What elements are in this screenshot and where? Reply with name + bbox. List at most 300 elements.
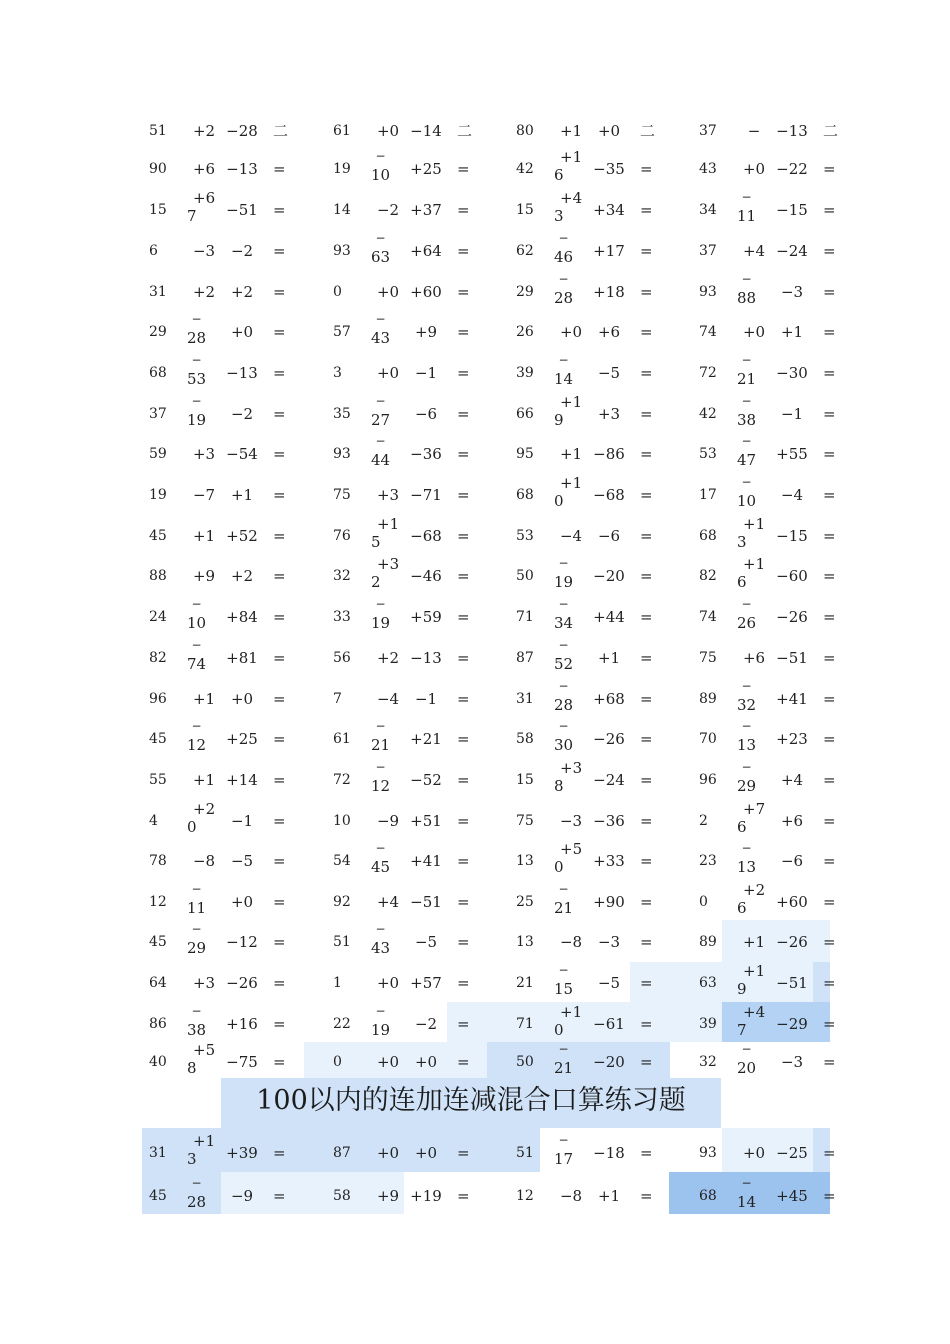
operand-1: +1 9 — [554, 393, 583, 429]
start-number: 51 — [516, 1145, 534, 1161]
operand-1: +0 — [559, 323, 583, 341]
operand-1: +1 3 — [737, 515, 766, 551]
operand-2: +51 — [410, 812, 442, 830]
operand-1: − 21 — [737, 353, 757, 388]
operand-2: +0 — [230, 893, 254, 911]
equals-sign: = — [640, 690, 653, 708]
equals-sign: = — [457, 974, 470, 992]
start-number: 64 — [149, 975, 167, 991]
start-number: 68 — [149, 365, 167, 381]
equals-sign: = — [640, 527, 653, 545]
equals-sign: = — [640, 201, 653, 219]
start-number: 24 — [149, 609, 167, 625]
operand-2: +1 — [597, 1187, 621, 1205]
start-number: 34 — [699, 202, 717, 218]
equals-sign: = — [457, 893, 470, 911]
operand-2: −14 — [410, 122, 442, 140]
equals-sign: = — [457, 1053, 470, 1071]
equals-sign: = — [823, 283, 836, 301]
operand-1: − 53 — [187, 353, 207, 388]
operand-2: +19 — [410, 1187, 442, 1205]
operand-1: +0 — [742, 323, 766, 341]
operand-1: − 19 — [187, 394, 207, 429]
operand-2: −51 — [776, 974, 808, 992]
start-number: 75 — [516, 813, 534, 829]
operand-2: +0 — [414, 1053, 438, 1071]
operand-1: +1 6 — [554, 148, 583, 184]
operand-2: −6 — [414, 405, 438, 423]
equals-sign: = — [457, 364, 470, 382]
operand-1: +3 2 — [371, 555, 400, 591]
start-number: 87 — [516, 650, 534, 666]
start-number: 68 — [699, 528, 717, 544]
start-number: 50 — [516, 568, 534, 584]
start-number: 45 — [149, 528, 167, 544]
operand-2: +52 — [226, 527, 258, 545]
operand-2: −3 — [597, 933, 621, 951]
start-number: 56 — [333, 650, 351, 666]
operand-2: −13 — [226, 160, 258, 178]
operand-1: − 43 — [371, 922, 391, 957]
start-number: 53 — [516, 528, 534, 544]
start-number: 37 — [699, 123, 717, 139]
equals-sign: = — [457, 730, 470, 748]
equals-sign: = — [640, 1015, 653, 1033]
start-number: 1 — [333, 975, 342, 991]
start-number: 42 — [699, 406, 717, 422]
equals-sign: = — [273, 933, 286, 951]
equals-sign: = — [823, 527, 836, 545]
operand-2: −18 — [593, 1144, 625, 1162]
operand-1: +1 3 — [187, 1132, 216, 1168]
equals-sign: = — [273, 283, 286, 301]
start-number: 82 — [699, 568, 717, 584]
equals-sign: = — [823, 445, 836, 463]
operand-2: +1 — [780, 323, 804, 341]
start-number: 26 — [516, 324, 534, 340]
start-number: 53 — [699, 446, 717, 462]
operand-2: −3 — [780, 283, 804, 301]
equals-sign: = — [457, 649, 470, 667]
operand-2: +39 — [226, 1144, 258, 1162]
operand-2: −75 — [226, 1053, 258, 1071]
start-number: 45 — [149, 934, 167, 950]
equals-sign: = — [273, 1144, 286, 1162]
equals-sign: = — [457, 771, 470, 789]
operand-1: −3 — [559, 812, 583, 830]
start-number: 96 — [149, 691, 167, 707]
equals-sign: = — [273, 445, 286, 463]
equals-sign: = — [640, 405, 653, 423]
operand-2: −13 — [226, 364, 258, 382]
operand-1: +6 — [742, 649, 766, 667]
equals-sign: = — [640, 812, 653, 830]
start-number: 62 — [516, 243, 534, 259]
operand-2: −5 — [597, 364, 621, 382]
start-number: 70 — [699, 731, 717, 747]
equals-sign: = — [457, 486, 470, 504]
operand-1: − 21 — [554, 1042, 574, 1077]
start-number: 74 — [699, 609, 717, 625]
equals-sign: = — [823, 242, 836, 260]
equals-sign: = — [273, 1053, 286, 1071]
start-number: 59 — [149, 446, 167, 462]
start-number: 93 — [699, 1145, 717, 1161]
operand-1: − 15 — [554, 963, 574, 998]
operand-2: −24 — [593, 771, 625, 789]
operand-1: − 17 — [554, 1133, 574, 1168]
operand-2: +60 — [776, 893, 808, 911]
operand-2: −26 — [776, 933, 808, 951]
start-number: 29 — [516, 284, 534, 300]
operand-2: +37 — [410, 201, 442, 219]
equals-sign: = — [823, 1187, 836, 1205]
start-number: 14 — [333, 202, 351, 218]
operand-1: − 13 — [737, 719, 757, 754]
operand-1: −9 — [376, 812, 400, 830]
operand-1: − 21 — [554, 882, 574, 917]
worksheet-title: 100以内的连加连减混合口算练习题 — [221, 1078, 721, 1128]
equals-sign: = — [640, 730, 653, 748]
equals-sign: 二 — [640, 122, 656, 140]
equals-sign: = — [640, 567, 653, 585]
start-number: 17 — [699, 487, 717, 503]
operand-1: +3 — [192, 445, 216, 463]
operand-2: −29 — [776, 1015, 808, 1033]
operand-1: +5 0 — [554, 840, 583, 876]
operand-1: −4 — [559, 527, 583, 545]
operand-2: +60 — [410, 283, 442, 301]
operand-2: +16 — [226, 1015, 258, 1033]
operand-2: +0 — [230, 323, 254, 341]
start-number: 74 — [699, 324, 717, 340]
operand-2: +0 — [414, 1144, 438, 1162]
equals-sign: = — [640, 445, 653, 463]
operand-1: +6 — [192, 160, 216, 178]
operand-2: −13 — [776, 122, 808, 140]
equals-sign: = — [823, 649, 836, 667]
operand-2: −1 — [780, 405, 804, 423]
operand-1: +0 — [376, 122, 400, 140]
start-number: 50 — [516, 1054, 534, 1070]
operand-1: − 14 — [737, 1176, 757, 1211]
equals-sign: = — [457, 1144, 470, 1162]
start-number: 51 — [149, 123, 167, 139]
operand-2: −4 — [780, 486, 804, 504]
equals-sign: = — [273, 201, 286, 219]
equals-sign: = — [273, 1187, 286, 1205]
operand-1: +5 8 — [187, 1041, 216, 1077]
equals-sign: = — [273, 405, 286, 423]
start-number: 25 — [516, 894, 534, 910]
start-number: 7 — [333, 691, 342, 707]
start-number: 37 — [699, 243, 717, 259]
operand-1: − 27 — [371, 394, 391, 429]
equals-sign: 二 — [823, 122, 839, 140]
start-number: 71 — [516, 609, 534, 625]
equals-sign: = — [640, 323, 653, 341]
operand-2: −22 — [776, 160, 808, 178]
equals-sign: = — [273, 486, 286, 504]
start-number: 31 — [149, 1145, 167, 1161]
equals-sign: = — [273, 690, 286, 708]
operand-2: +3 — [597, 405, 621, 423]
start-number: 23 — [699, 853, 717, 869]
start-number: 80 — [516, 123, 534, 139]
operand-1: −3 — [192, 242, 216, 260]
start-number: 6 — [149, 243, 158, 259]
equals-sign: = — [640, 893, 653, 911]
equals-sign: = — [640, 974, 653, 992]
start-number: 93 — [333, 446, 351, 462]
equals-sign: = — [457, 445, 470, 463]
start-number: 72 — [699, 365, 717, 381]
operand-2: −1 — [414, 364, 438, 382]
operand-1: − 20 — [737, 1042, 757, 1077]
start-number: 68 — [699, 1188, 717, 1204]
equals-sign: = — [823, 893, 836, 911]
operand-1: +4 — [376, 893, 400, 911]
operand-2: +25 — [226, 730, 258, 748]
operand-2: +0 — [230, 690, 254, 708]
operand-2: +21 — [410, 730, 442, 748]
operand-1: +0 — [376, 364, 400, 382]
start-number: 72 — [333, 772, 351, 788]
operand-2: +81 — [226, 649, 258, 667]
equals-sign: = — [273, 567, 286, 585]
start-number: 19 — [333, 161, 351, 177]
operand-1: − 45 — [371, 841, 391, 876]
start-number: 95 — [516, 446, 534, 462]
operand-2: −30 — [776, 364, 808, 382]
start-number: 58 — [516, 731, 534, 747]
operand-1: −4 — [376, 690, 400, 708]
equals-sign: = — [273, 649, 286, 667]
operand-1: − 26 — [737, 597, 757, 632]
equals-sign: = — [823, 690, 836, 708]
equals-sign: = — [273, 608, 286, 626]
operand-2: −68 — [593, 486, 625, 504]
operand-1: − 28 — [187, 312, 207, 347]
operand-2: −26 — [776, 608, 808, 626]
equals-sign: = — [457, 323, 470, 341]
operand-2: +34 — [593, 201, 625, 219]
operand-1: − 10 — [737, 475, 757, 510]
start-number: 31 — [516, 691, 534, 707]
operand-1: − 38 — [737, 394, 757, 429]
operand-2: −54 — [226, 445, 258, 463]
operand-2: −5 — [414, 933, 438, 951]
operand-2: +6 — [780, 812, 804, 830]
equals-sign: = — [273, 812, 286, 830]
equals-sign: = — [273, 852, 286, 870]
start-number: 15 — [149, 202, 167, 218]
start-number: 10 — [333, 813, 351, 829]
equals-sign: = — [457, 405, 470, 423]
operand-2: −3 — [780, 1053, 804, 1071]
operand-1: +1 — [192, 527, 216, 545]
operand-1: − 30 — [554, 719, 574, 754]
operand-1: − — [747, 122, 761, 140]
start-number: 58 — [333, 1188, 351, 1204]
operand-1: +9 — [192, 567, 216, 585]
operand-1: +0 — [742, 160, 766, 178]
operand-1: − 13 — [737, 841, 757, 876]
equals-sign: = — [457, 242, 470, 260]
operand-1: +0 — [376, 1144, 400, 1162]
equals-sign: = — [640, 771, 653, 789]
operand-2: −86 — [593, 445, 625, 463]
operand-2: +17 — [593, 242, 625, 260]
equals-sign: = — [823, 201, 836, 219]
operand-2: +2 — [230, 567, 254, 585]
operand-1: − 19 — [371, 597, 391, 632]
equals-sign: = — [823, 730, 836, 748]
equals-sign: = — [823, 486, 836, 504]
start-number: 87 — [333, 1145, 351, 1161]
operand-1: −7 — [192, 486, 216, 504]
operand-2: −51 — [226, 201, 258, 219]
equals-sign: = — [457, 527, 470, 545]
operand-2: +14 — [226, 771, 258, 789]
operand-2: +18 — [593, 283, 625, 301]
start-number: 78 — [149, 853, 167, 869]
equals-sign: = — [823, 852, 836, 870]
operand-2: −26 — [593, 730, 625, 748]
operand-1: +3 8 — [554, 759, 583, 795]
start-number: 96 — [699, 772, 717, 788]
operand-1: +4 — [742, 242, 766, 260]
operand-2: −1 — [414, 690, 438, 708]
operand-2: +41 — [410, 852, 442, 870]
operand-2: −36 — [410, 445, 442, 463]
equals-sign: = — [640, 608, 653, 626]
equals-sign: = — [457, 160, 470, 178]
operand-1: − 11 — [187, 882, 207, 917]
operand-1: +2 — [192, 283, 216, 301]
operand-1: − 14 — [554, 353, 574, 388]
operand-2: −26 — [226, 974, 258, 992]
operand-2: +33 — [593, 852, 625, 870]
operand-2: +9 — [414, 323, 438, 341]
equals-sign: = — [823, 933, 836, 951]
start-number: 45 — [149, 1188, 167, 1204]
operand-1: +2 — [376, 649, 400, 667]
operand-1: +1 — [559, 122, 583, 140]
operand-1: − 12 — [371, 760, 391, 795]
operand-2: +45 — [776, 1187, 808, 1205]
equals-sign: = — [640, 852, 653, 870]
operand-1: − 43 — [371, 312, 391, 347]
start-number: 43 — [699, 161, 717, 177]
operand-2: −20 — [593, 1053, 625, 1071]
operand-1: − 19 — [554, 556, 574, 591]
equals-sign: = — [823, 812, 836, 830]
operand-1: +2 — [192, 122, 216, 140]
operand-1: − 11 — [737, 190, 757, 225]
operand-1: − 10 — [187, 597, 207, 632]
equals-sign: = — [640, 649, 653, 667]
operand-2: +0 — [597, 122, 621, 140]
equals-sign: 二 — [457, 122, 473, 140]
operand-1: +4 7 — [737, 1003, 766, 1039]
operand-1: −8 — [559, 933, 583, 951]
start-number: 0 — [333, 1054, 342, 1070]
equals-sign: = — [640, 933, 653, 951]
start-number: 0 — [333, 284, 342, 300]
operand-2: −24 — [776, 242, 808, 260]
operand-2: −15 — [776, 201, 808, 219]
start-number: 55 — [149, 772, 167, 788]
operand-1: +1 9 — [737, 962, 766, 998]
equals-sign: = — [273, 893, 286, 911]
operand-2: +57 — [410, 974, 442, 992]
start-number: 82 — [149, 650, 167, 666]
start-number: 86 — [149, 1016, 167, 1032]
operand-2: −20 — [593, 567, 625, 585]
start-number: 51 — [333, 934, 351, 950]
operand-1: +1 6 — [737, 555, 766, 591]
start-number: 29 — [149, 324, 167, 340]
start-number: 19 — [149, 487, 167, 503]
operand-1: − 38 — [187, 1004, 207, 1039]
start-number: 0 — [699, 894, 708, 910]
start-number: 15 — [516, 772, 534, 788]
equals-sign: = — [273, 242, 286, 260]
equals-sign: = — [457, 933, 470, 951]
operand-2: −1 — [230, 812, 254, 830]
operand-1: +3 — [376, 486, 400, 504]
operand-2: −51 — [410, 893, 442, 911]
equals-sign: = — [823, 1144, 836, 1162]
equals-sign: = — [457, 690, 470, 708]
operand-2: −36 — [593, 812, 625, 830]
equals-sign: = — [273, 160, 286, 178]
operand-1: +1 0 — [554, 474, 583, 510]
start-number: 93 — [699, 284, 717, 300]
start-number: 90 — [149, 161, 167, 177]
start-number: 92 — [333, 894, 351, 910]
operand-1: +0 — [376, 974, 400, 992]
equals-sign: = — [457, 608, 470, 626]
operand-1: +4 3 — [554, 189, 583, 225]
equals-sign: = — [273, 771, 286, 789]
start-number: 57 — [333, 324, 351, 340]
equals-sign: = — [640, 364, 653, 382]
operand-1: +1 — [742, 933, 766, 951]
equals-sign: = — [457, 812, 470, 830]
equals-sign: = — [823, 974, 836, 992]
operand-1: +6 7 — [187, 189, 216, 225]
operand-1: +0 — [376, 283, 400, 301]
operand-2: +55 — [776, 445, 808, 463]
start-number: 93 — [333, 243, 351, 259]
operand-1: +1 — [559, 445, 583, 463]
operand-2: −68 — [410, 527, 442, 545]
start-number: 42 — [516, 161, 534, 177]
operand-1: − 28 — [187, 1176, 207, 1211]
equals-sign: = — [640, 1144, 653, 1162]
start-number: 32 — [333, 568, 351, 584]
operand-1: − 28 — [554, 272, 574, 307]
equals-sign: = — [640, 160, 653, 178]
operand-2: −60 — [776, 567, 808, 585]
equals-sign: = — [823, 1015, 836, 1033]
operand-2: −61 — [593, 1015, 625, 1033]
start-number: 89 — [699, 691, 717, 707]
operand-2: −5 — [230, 852, 254, 870]
start-number: 39 — [699, 1016, 717, 1032]
